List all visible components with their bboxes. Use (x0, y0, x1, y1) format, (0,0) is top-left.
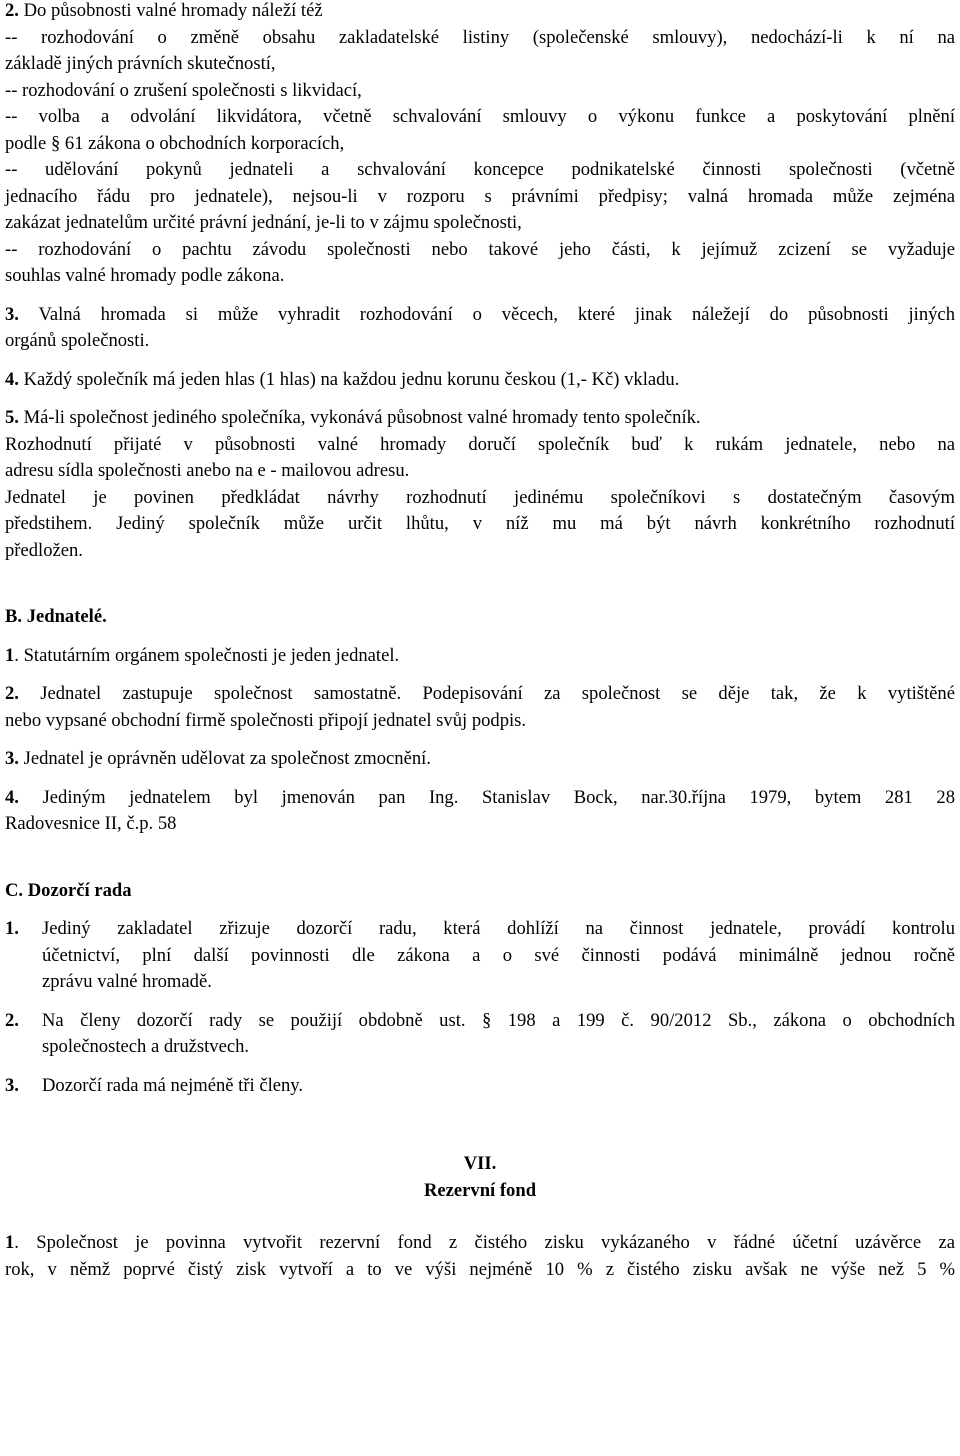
paragraph-2-line: zakázat jednatelům určité právní jednání, je-li to v zájmu společnosti, (5, 212, 522, 233)
document-page (5, 0, 955, 1283)
item-number: 1. (5, 918, 19, 939)
paragraph-3-line: orgánů společnosti. (5, 330, 150, 351)
section-b-paragraph-4-line: 4. Jediným jednatelem byl jmenován pan Ing. Stanislav Bock, nar.30.října 1979, bytem 281 28 (5, 786, 955, 808)
paragraph-4-line: 4. Každý společník má jeden hlas (1 hlas) na každou jednu korunu českou (1,- Kč) vkladu. (5, 368, 680, 390)
paragraph-number: 3. (5, 303, 19, 325)
section-vii-number: VII. (463, 1153, 497, 1174)
section-vii-paragraph-1 (5, 1230, 955, 1283)
paragraph-5-line: adresu sídla společnosti anebo na e - mailovou adresu. (5, 460, 410, 481)
section-vii-paragraph-1-line: 1. Společnost je povinna vytvořit rezervní fond z čistého zisku vykázaného v řádné účetní uzávěrce za (5, 1232, 955, 1253)
section-b-paragraph-4-line: Radovesnice II, č.p. 58 (5, 813, 177, 834)
paragraph-3-line: 3. Valná hromada si může vyhradit rozhodování o věcech, které jinak náležejí do působnosti jiných (5, 303, 955, 325)
paragraph-5 (5, 405, 955, 564)
section-b-paragraph-1-line: 1. Statutárním orgánem společnosti je jeden jednatel. (5, 644, 400, 666)
paragraph-5-line: předložen. (5, 539, 83, 561)
section-c-item-3 (5, 1073, 955, 1100)
paragraph-5-line: Jednatel je povinen předkládat návrhy rozhodnutí jedinému společníkovi s dostatečným časovým (5, 486, 955, 508)
paragraph-2-line: podle § 61 zákona o obchodních korporacích, (5, 132, 345, 154)
paragraph-2-line: -- rozhodování o pachtu závodu společnosti nebo takové jeho části, k jejímuž zcizení se vyžaduje (5, 238, 955, 260)
item-text: Dozorčí rada má nejméně tři členy. (42, 1074, 304, 1096)
paragraph-2-line: -- volba a odvolání likvidátora, včetně schvalování smlouvy o výkonu funkce a poskytování plnění (5, 106, 955, 127)
paragraph-4 (5, 367, 955, 394)
item-number: 3. (5, 1074, 19, 1096)
section-c-item-1 (5, 916, 955, 996)
section-b-paragraph-3-line: 3. Jednatel je oprávněn udělovat za společnost zmocnění. (5, 748, 431, 769)
paragraph-number: 1 (5, 1232, 15, 1253)
paragraph-5-line: Rozhodnutí přijaté v působnosti valné hromady doručí společník buď k rukám jednatele, nebo na (5, 433, 955, 455)
paragraph-2-line: 2. Do působnosti valné hromady náleží též (5, 0, 323, 21)
paragraph-number: 3. (5, 748, 19, 769)
section-b-paragraph-2 (5, 681, 955, 734)
item-text: Na členy dozorčí rady se použijí obdobně ust. § 198 a 199 č. 90/2012 Sb., zákona o obchodních společnostech a družstvech. (42, 1009, 955, 1057)
section-vii-title: Rezervní fond (423, 1179, 537, 1201)
section-vii-paragraph-1-line: rok, v němž poprvé čistý zisk vytvoří a to ve výši nejméně 10 % z čistého zisku avšak ne výše než 5 % (5, 1258, 955, 1280)
paragraph-2-line: -- rozhodování o zrušení společnosti s likvidací, (5, 79, 362, 101)
section-b-paragraph-4 (5, 785, 955, 838)
paragraph-5-line: předstihem. Jediný společník může určit lhůtu, v níž mu má být návrh konkrétního rozhodnutí (5, 513, 955, 534)
section-b-paragraph-3 (5, 746, 955, 773)
paragraph-number: 2. (5, 0, 19, 21)
paragraph-5-line: 5. Má-li společnost jediného společníka, vykonává působnost valné hromady tento společník. (5, 407, 701, 428)
section-b-paragraph-2-line: nebo vypsané obchodní firmě společnosti připojí jednatel svůj podpis. (5, 709, 527, 731)
paragraph-3 (5, 302, 955, 355)
paragraph-2-line: souhlas valné hromady podle zákona. (5, 265, 285, 286)
item-number: 2. (5, 1009, 19, 1031)
paragraph-2-line: základě jiných právních skutečností, (5, 53, 276, 74)
section-c-item-2 (5, 1008, 955, 1061)
paragraph-number: 4. (5, 786, 19, 808)
paragraph-2-line: -- rozhodování o změně obsahu zakladatelské listiny (společenské smlouvy), nedochází-li k ní na (5, 26, 955, 48)
paragraph-2-line: jednacího řádu pro jednatele), nejsou-li v rozporu s právními předpisy; valná hromada může zejména (5, 185, 955, 207)
item-text: Jediný zakladatel zřizuje dozorčí radu, která dohlíží na činnost jednatele, provádí kontrolu účetnictví, plní další povinnosti dle zákona a o své činnosti podává minimálně jednou ročně zprávu valné hromadě. (42, 918, 955, 992)
section-b-paragraph-1 (5, 643, 955, 670)
paragraph-number: 1 (5, 644, 15, 666)
paragraph-number: 5. (5, 407, 19, 428)
paragraph-2 (5, 0, 955, 290)
section-b-heading: B. Jednatelé. (5, 606, 107, 627)
section-b-paragraph-2-line: 2. Jednatel zastupuje společnost samostatně. Podepisování za společnost se děje tak, že k vytištěné (5, 683, 955, 704)
paragraph-2-line: -- udělování pokynů jednateli a schvalování koncepce podnikatelské činnosti společnosti (včetně (5, 159, 955, 180)
paragraph-number: 4. (5, 368, 19, 390)
section-c-heading: C. Dozorčí rada (5, 879, 132, 901)
paragraph-number: 2. (5, 683, 19, 704)
